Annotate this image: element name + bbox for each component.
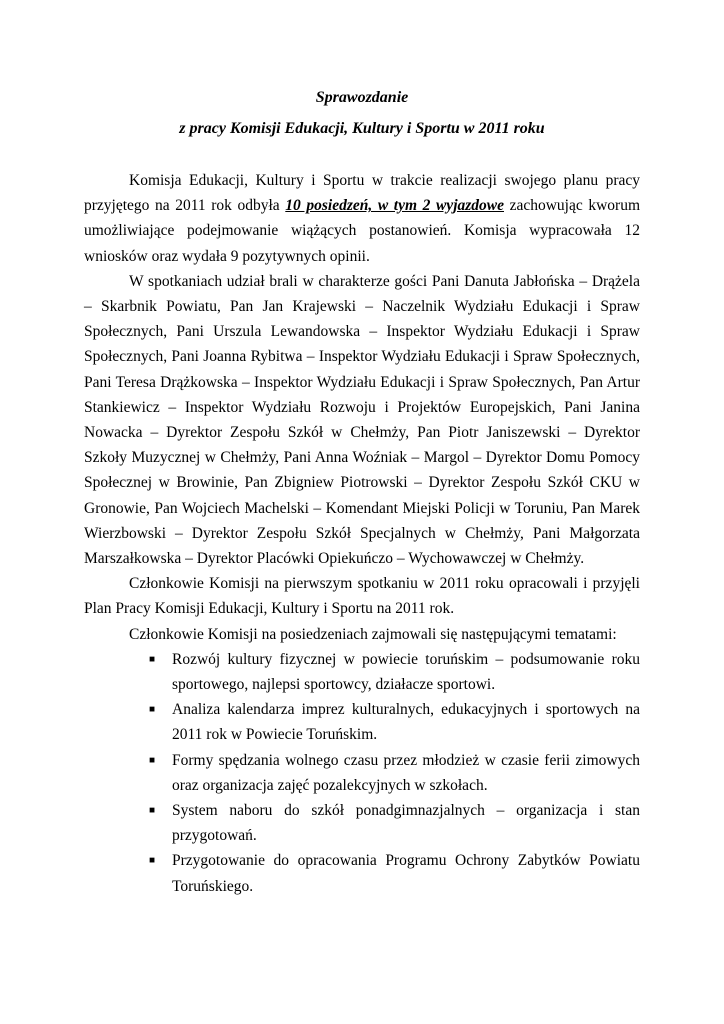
paragraph-meetings-text-a: Komisja Edukacji, Kultury i Sportu w trakcie realizacji swojego planu pracy przyjętego na 2011 rok odbyła [84,172,640,215]
list-item [149,697,640,747]
paragraph-plan: Członkowie Komisji na pierwszym spotkaniu w 2011 roku opracowali i przyjęli Plan Pracy Komisji Edukacji, Kultury i Sportu na 2011 rok. [84,575,640,618]
square-bullet-icon: ■ [149,754,156,766]
list-item-text: Analiza kalendarza imprez kulturalnych, edukacyjnych i sportowych na 2011 rok w Powiecie Toruńskim. [172,701,640,744]
list-item [149,798,640,848]
document-subtitle: z pracy Komisji Edukacji, Kultury i Sportu w 2011 roku [179,120,545,137]
list-item [149,647,640,697]
meetings-count-emphasis: 10 posiedzeń, w tym 2 wyjazdowe [285,197,504,215]
square-bullet-icon: ■ [149,704,156,716]
document-title: Sprawozdanie [315,89,409,106]
list-item-text: System naboru do szkół ponadgimnazjalnych – organizacja i stan przygotowań. [172,802,640,845]
topics-list [84,647,640,899]
paragraph-meetings [84,168,640,269]
square-bullet-icon: ■ [149,855,156,867]
list-item [149,748,640,798]
paragraph-topics-intro: Członkowie Komisji na posiedzeniach zajmowali się następującymi tematami: [129,625,617,643]
list-item-text: Formy spędzania wolnego czasu przez młodzież w czasie ferii zimowych oraz organizacja zajęć pozalekcyjnych w szkołach. [172,751,640,794]
paragraph-guests: W spotkaniach udział brali w charakterze gości Pani Danuta Jabłońska – Drążela – Skarbnik Powiatu, Pan Jan Krajewski – Naczelnik Wydziału Edukacji i Spraw Społecznych, Pani Urszula Lewandowska – Inspektor Wydziału Edukacji i Spraw Społecznych, Pani Joanna Rybitwa – Inspektor Wydziału Edukacji i Spraw Społecznych, Pani Teresa Drążkowska – Inspektor Wydziału Edukacji i Spraw Społecznych, Pan Artur Stankiewicz – Inspektor Wydziału Rozwoju i Projektów Europejskich, Pani Janina Nowacka – Dyrektor Zespołu Szkół w Chełmży, Pan Piotr Janiszewski – Dyrektor Szkoły Muzycznej w Chełmży, Pani Anna Woźniak – Margol – Dyrektor Domu Pomocy Społecznej w Browinie, Pan Zbigniew Piotrowski – Dyrektor Zespołu Szkół CKU w Gronowie, Pan Wojciech Machelski – Komendant Miejski Policji w Toruniu, Pan Marek Wierzbowski – Dyrektor Zespołu Szkół Specjalnych w Chełmży, Pani Małgorzata Marszałkowska – Dyrektor Placówki Opiekuńczo – Wychowawczej w Chełmży. [84,272,640,568]
list-item [149,848,640,898]
paragraph-meetings-text-b: zachowując kworum umożliwiające podejmowanie wiążących postanowień. Komisja wypracowała 12 wniosków oraz wydała 9 pozytywnych opinii. [84,197,640,265]
list-item-text: Przygotowanie do opracowania Programu Ochrony Zabytków Powiatu Toruńskiego. [172,852,640,895]
document-body [84,168,640,899]
square-bullet-icon: ■ [149,805,156,817]
square-bullet-icon: ■ [149,653,156,665]
list-item-text: Rozwój kultury fizycznej w powiecie toruńskim – podsumowanie roku sportowego, najlepsi sportowcy, działacze sportowi. [172,650,640,694]
